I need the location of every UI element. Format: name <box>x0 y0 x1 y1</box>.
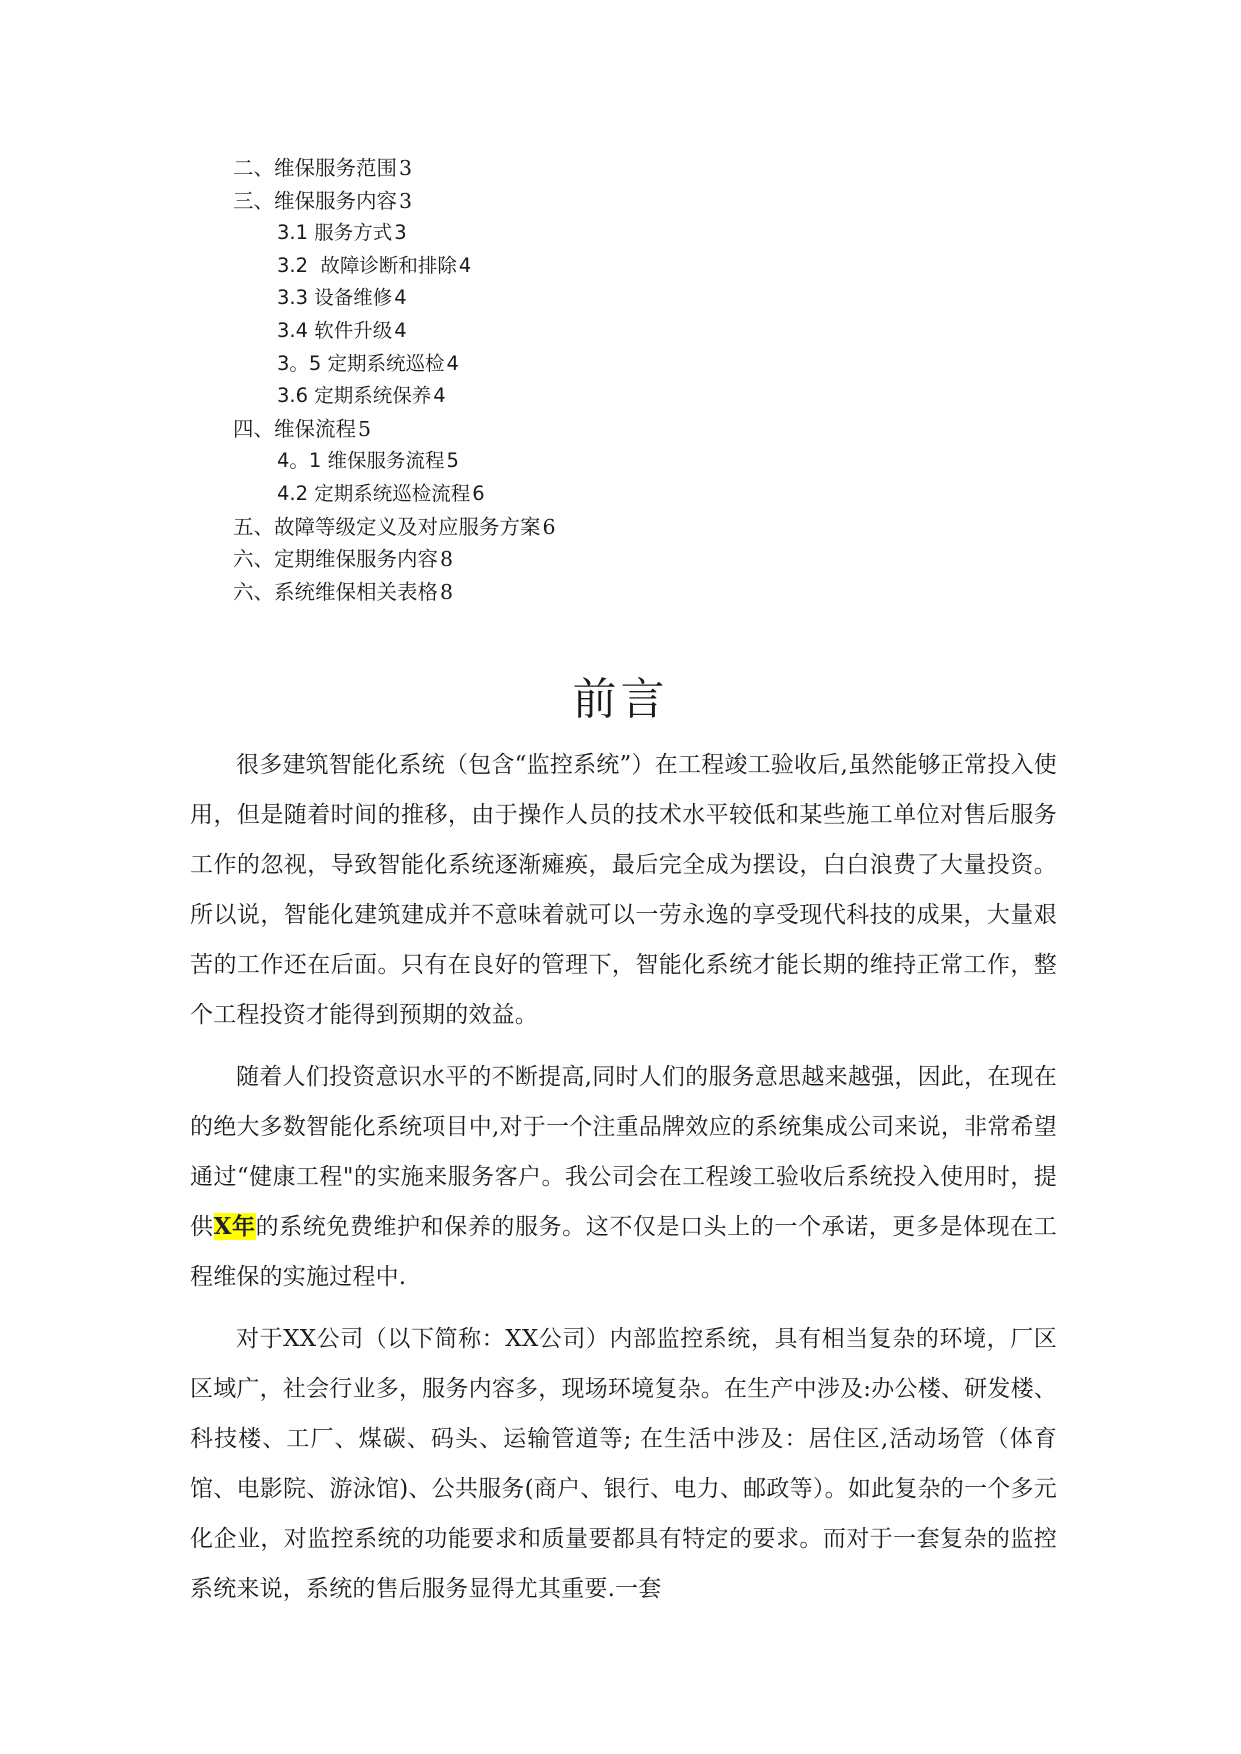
toc-item-text: 3.6 定期系统保养 <box>277 384 432 408</box>
toc-page-number: 3 <box>399 156 413 180</box>
table-of-contents <box>233 152 933 608</box>
paragraph-2-text-after: 的系统免费维护和保养的服务。这不仅是口头上的一个承诺，更多是体现在工程维保的实施过程中. <box>190 1214 1057 1290</box>
toc-item[interactable] <box>233 576 933 609</box>
toc-subitem[interactable] <box>233 445 933 478</box>
toc-subitem[interactable] <box>233 380 933 413</box>
toc-item[interactable] <box>233 543 933 576</box>
paragraph-2 <box>190 1052 1057 1302</box>
toc-item-text: 二、维保服务范围 <box>233 156 397 180</box>
toc-item-text: 4.2 定期系统巡检流程 <box>277 481 471 505</box>
toc-subitem[interactable] <box>233 217 933 250</box>
toc-item-text: 六、定期维保服务内容 <box>233 547 438 572</box>
toc-item-text: 3.3 设备维修 <box>277 286 393 310</box>
paragraph-1: 很多建筑智能化系统（包含“监控系统”）在工程竣工验收后,虽然能够正常投入使用，但是随着时间的推移，由于操作人员的技术水平较低和某些施工单位对售后服务工作的忽视，导致智能化系统逐渐瘫痪，最后完全成为摆设，白白浪费了大量投资。所以说，智能化建筑建成并不意味着就可以一劳永逸的享受现代科技的成果，大量艰苦的工作还在后面。只有在良好的管理下，智能化系统才能长期的维持正常工作，整个工程投资才能得到预期的效益。 <box>190 752 1057 1028</box>
paragraph-2-text-before: 随着人们投资意识水平的不断提高,同时人们的服务意思越来越强，因此，在现在的绝大多数智能化系统项目中,对于一个注重品牌效应的系统集成公司来说，非常希望通过“健康工程"的实施来服务客户。我公司会在工程竣工验收后系统投入使用时，提供 <box>190 1064 1057 1240</box>
highlighted-placeholder: X年 <box>213 1213 256 1240</box>
toc-page-number: 4 <box>446 351 459 375</box>
toc-item-text: 3.4 软件升级 <box>277 318 393 342</box>
toc-page-number: 3 <box>394 221 407 245</box>
toc-item-text: 3。5 定期系统巡检 <box>277 351 445 375</box>
toc-item[interactable] <box>233 511 933 544</box>
paragraph-3: 对于XX公司（以下简称：XX公司）内部监控系统，具有相当复杂的环境，厂区区域广，社会行业多，服务内容多，现场环境复杂。在生产中涉及:办公楼、研发楼、科技楼、工厂、煤碳、码头、运输管道等; 在生活中涉及：居住区,活动场管（体育馆、电影院、游泳馆)、公共服务(商户、银行、电力、邮政等）。如此复杂的一个多元化企业，对监控系统的功能要求和质量要都具有特定的要求。而对于一套复杂的监控系统来说，系统的售后服务显得尤其重要.一套 <box>190 1326 1057 1602</box>
preface-heading: 前言 <box>572 674 669 725</box>
toc-item-text: 四、维保流程 <box>233 416 356 441</box>
toc-page-number: 5 <box>446 449 459 473</box>
toc-item-text: 三、维保服务内容 <box>233 188 397 213</box>
toc-item[interactable] <box>233 152 933 185</box>
toc-page-number: 8 <box>440 579 454 604</box>
toc-page-number: 5 <box>358 416 372 441</box>
toc-subitem[interactable] <box>233 282 933 315</box>
toc-item[interactable] <box>233 185 933 218</box>
toc-page-number: 8 <box>440 547 454 572</box>
toc-item-text: 3.1 服务方式 <box>277 221 393 245</box>
toc-item-text: 五、故障等级定义及对应服务方案 <box>233 514 541 539</box>
toc-item-text: 3.2 故障诊断和排除 <box>277 253 457 277</box>
toc-item[interactable] <box>233 413 933 446</box>
toc-page-number: 6 <box>472 481 485 505</box>
toc-page-number: 6 <box>542 514 556 539</box>
toc-subitem[interactable] <box>233 250 933 283</box>
preface-body <box>190 740 1057 1614</box>
toc-page-number: 4 <box>394 286 407 310</box>
toc-subitem[interactable] <box>233 315 933 348</box>
toc-item-text: 4。1 维保服务流程 <box>277 449 445 473</box>
toc-item-text: 六、系统维保相关表格 <box>233 579 438 604</box>
toc-page-number: 3 <box>399 188 413 213</box>
toc-subitem[interactable] <box>233 478 933 511</box>
toc-page-number: 4 <box>433 384 446 408</box>
toc-page-number: 4 <box>458 253 472 277</box>
toc-subitem[interactable] <box>233 348 933 381</box>
toc-page-number: 4 <box>394 318 407 342</box>
